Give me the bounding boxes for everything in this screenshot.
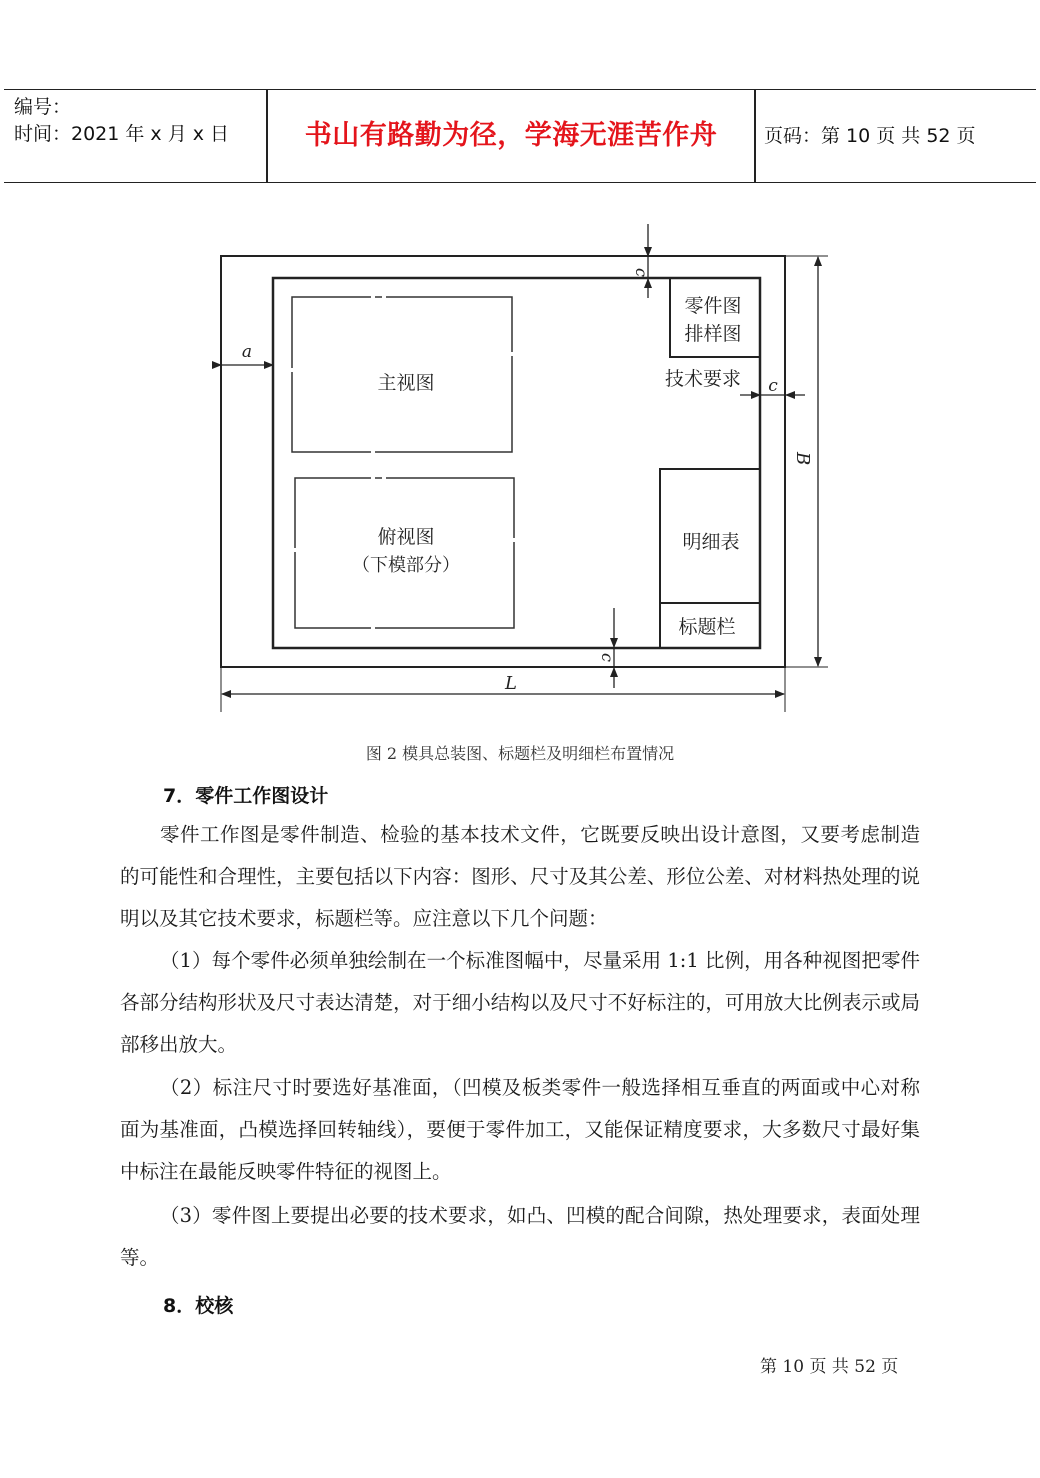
tech-requirements-label: 技术要求	[664, 368, 742, 390]
dimension-L	[221, 667, 785, 712]
page-footer: 第 10 页 共 52 页	[760, 1357, 899, 1377]
paragraph-intro: 零件工作图是零件制造、检验的基本技术文件，它既要反映出设计意图，又要考虑制造的可能性和合理性，主要包括以下内容：图形、尺寸及其公差、形位公差、对材料热处理的说明以及其它技术要求，标题栏等。应注意以下几个问题：	[120, 823, 920, 930]
main-view-label: 主视图	[377, 372, 435, 394]
dimension-a-label: a	[241, 342, 253, 362]
section-7-heading: 7．零件工作图设计	[163, 785, 329, 807]
top-view-centerline-marks	[295, 478, 514, 628]
document-number-label: 编号：	[14, 96, 72, 118]
dimension-B-label: B	[792, 452, 813, 466]
sheet-outer-border	[221, 256, 785, 667]
title-block-label: 标题栏	[678, 616, 736, 638]
top-view-box	[295, 478, 514, 628]
paragraph-item-2: （2）标注尺寸时要选好基准面，（凹模及板类零件一般选择相互垂直的两面或中心对称面为基准面，凸模选择回转轴线），要便于零件加工，又能保证精度要求，大多数尺寸最好集中标注在最能反映零件特征的视图上。	[120, 1076, 920, 1183]
detail-list-label: 明细表	[682, 531, 740, 553]
dimension-c-right-label: c	[768, 376, 778, 396]
paragraph-item-1: （1）每个零件必须单独绘制在一个标准图幅中，尽量采用 1:1 比例，用各种视图把零件各部分结构形状及尺寸表达清楚，对于细小结构以及尺寸不好标注的，可用放大比例表示或局部移出放大。	[120, 949, 920, 1056]
dimension-a	[221, 342, 273, 365]
dimension-L-label: L	[505, 673, 517, 694]
part-layout-label-line2: 排样图	[684, 323, 742, 345]
header-motto: 书山有路勤为径，学海无涯苦作舟	[304, 120, 718, 151]
top-view-label: 俯视图	[377, 526, 435, 548]
section-8-heading: 8．校核	[163, 1295, 234, 1317]
dimension-B	[785, 256, 828, 667]
dimension-c-top-label: c	[632, 268, 651, 277]
part-layout-label-line1: 零件图	[684, 295, 742, 317]
dimension-c-bottom-label: c	[598, 653, 617, 662]
dimension-c-top	[632, 224, 651, 298]
figure-caption: 图 2 模具总装图、标题栏及明细栏布置情况	[365, 744, 675, 763]
top-view-sublabel: （下模部分）	[352, 555, 460, 576]
part-layout-box	[670, 278, 760, 357]
paragraph-item-3: （3）零件图上要提出必要的技术要求，如凸、凹模的配合间隙，热处理要求，表面处理等。	[120, 1204, 920, 1269]
document-date: 时间：2021 年 x 月 x 日	[14, 123, 230, 145]
dimension-c-right	[740, 376, 805, 396]
header-page-info: 页码：第 10 页 共 52 页	[764, 125, 976, 147]
